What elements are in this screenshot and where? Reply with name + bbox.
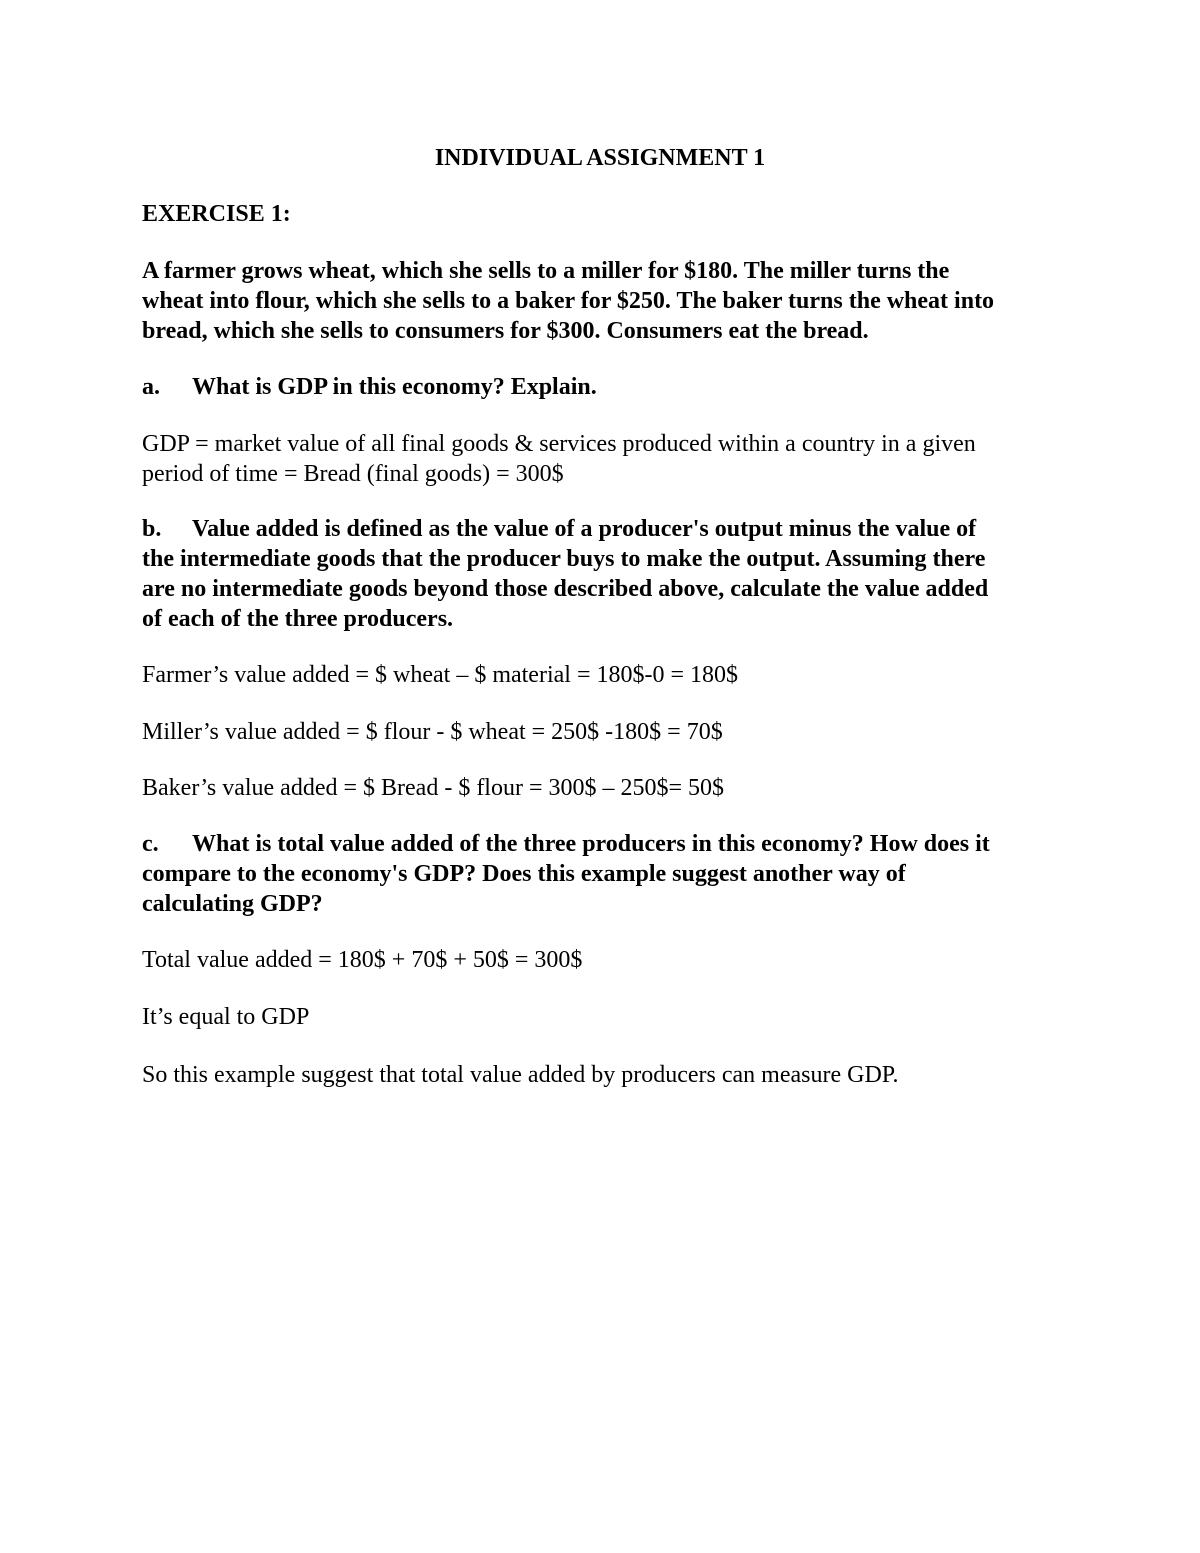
question-c-first-line [142, 829, 1062, 859]
question-b-text: Value added is defined as the value of a producer's output minus the value of [192, 516, 977, 542]
problem-line: bread, which she sells to consumers for $300. Consumers eat the bread. [142, 318, 869, 344]
problem-line: wheat into flour, which she sells to a baker for $250. The baker turns the wheat into [142, 288, 995, 314]
question-b [142, 514, 1062, 634]
answer-a-line: period of time = Bread (final goods) = 300$ [142, 461, 564, 487]
question-b-line: are no intermediate goods beyond those described above, calculate the value added [142, 576, 989, 602]
question-a-text: What is GDP in this economy? Explain. [192, 374, 597, 400]
question-c-text: What is total value added of the three producers in this economy? How does it [192, 831, 990, 857]
baker-value-added: Baker’s value added = $ Bread - $ flour = 300$ – 250$= 50$ [142, 775, 725, 801]
answer-a-line: GDP = market value of all final goods & services produced within a country in a given [142, 431, 976, 457]
question-b-line: of each of the three producers. [142, 606, 454, 632]
farmer-value-added: Farmer’s value added = $ wheat – $ material = 180$-0 = 180$ [142, 662, 739, 688]
answer-a [142, 429, 1062, 489]
equal-to-gdp: It’s equal to GDP [142, 1004, 310, 1030]
question-c-line: calculating GDP? [142, 891, 323, 917]
question-b-line: the intermediate goods that the producer buys to make the output. Assuming there [142, 546, 986, 572]
question-c-line: compare to the economy's GDP? Does this example suggest another way of [142, 861, 906, 887]
problem-statement [142, 256, 1062, 346]
question-a-label: a. [142, 374, 160, 400]
miller-value-added: Miller’s value added = $ flour - $ wheat = 250$ -180$ = 70$ [142, 719, 723, 745]
problem-line: A farmer grows wheat, which she sells to a miller for $180. The miller turns the [142, 258, 950, 284]
document-title: INDIVIDUAL ASSIGNMENT 1 [434, 145, 766, 171]
exercise-heading: EXERCISE 1: [142, 201, 291, 227]
total-value-added: Total value added = 180$ + 70$ + 50$ = 300$ [142, 947, 583, 973]
question-a [142, 372, 1062, 402]
question-c [142, 829, 1062, 919]
conclusion: So this example suggest that total value added by producers can measure GDP. [142, 1062, 899, 1088]
question-b-label: b. [142, 516, 162, 542]
question-c-label: c. [142, 831, 159, 857]
question-b-first-line [142, 514, 1062, 544]
